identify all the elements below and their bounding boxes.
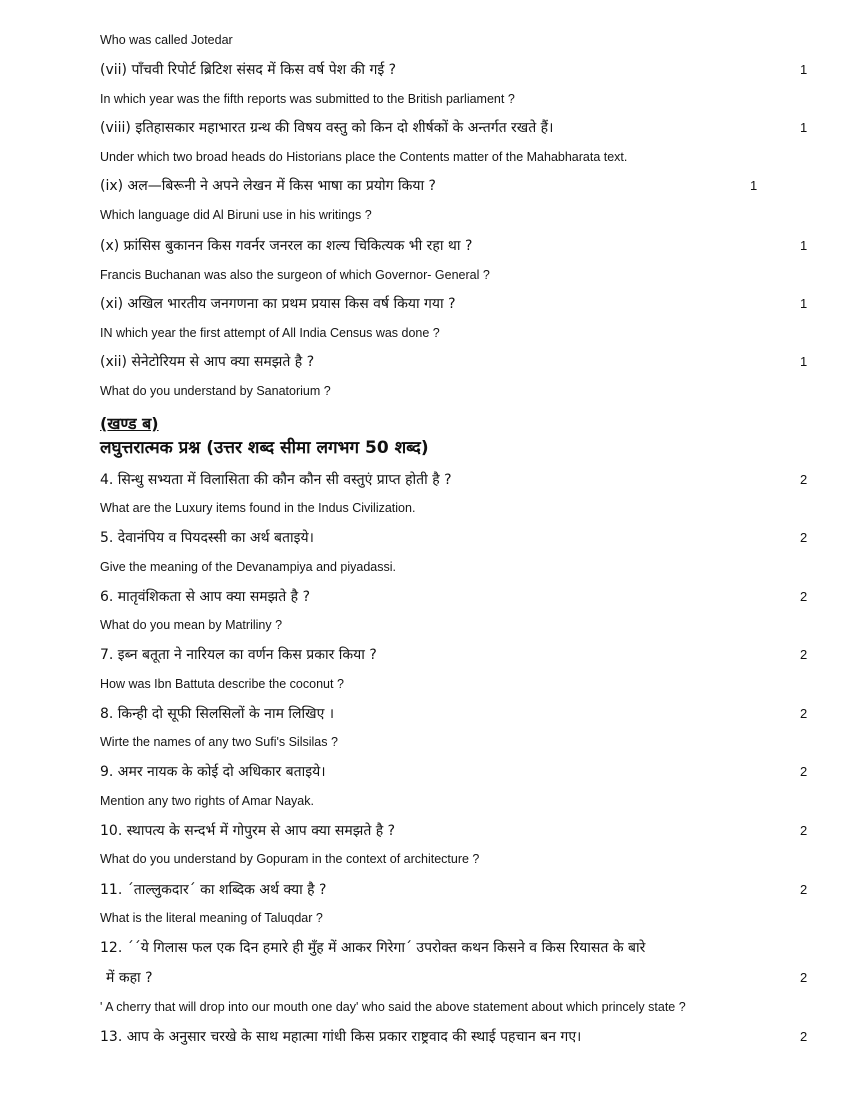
question-english: ' A cherry that will drop into our mouth one day' who said the above statement about which princely state ? (100, 1000, 686, 1014)
question-hindi: 9. अमर नायक के कोई दो अधिकार बताइये। (100, 764, 326, 780)
question-english: Who was called Jotedar (100, 33, 233, 47)
question-english: What is the literal meaning of Taluqdar ? (100, 911, 323, 925)
question-english: Which language did Al Biruni use in his writings ? (100, 208, 372, 222)
marks-value: 2 (800, 472, 808, 487)
question-english: IN which year the first attempt of All India Census was done ? (100, 326, 440, 340)
marks-value: 1 (800, 354, 808, 369)
question-hindi: 4. सिन्धु सभ्यता में विलासिता की कौन कौन सी वस्तुएं प्राप्त होती है ? (100, 472, 452, 488)
section-title: लघुत्तरात्मक प्रश्न (उत्तर शब्द सीमा लगभग 50 शब्द) (100, 438, 429, 458)
marks-value: 2 (800, 530, 808, 545)
question-hindi: 12. ´´ये गिलास फल एक दिन हमारे ही मुँह में आकर गिरेगा´ उपरोक्त कथन किसने व किस रियासत के बारे (100, 940, 646, 956)
question-hindi: (xii) सेनेटोरियम से आप क्या समझते है ? (100, 354, 315, 370)
question-hindi: 10. स्थापत्य के सन्दर्भ में गोपुरम से आप क्या समझते है ? (100, 823, 396, 839)
question-hindi: 6. मातृवंशिकता से आप क्या समझते है ? (100, 589, 310, 605)
marks-value: 1 (800, 238, 808, 253)
marks-value: 2 (800, 589, 808, 604)
marks-value: 2 (800, 764, 808, 779)
question-hindi: 5. देवानंपिय व पियदस्सी का अर्थ बताइये। (100, 530, 314, 546)
marks-value: 1 (800, 296, 808, 311)
section-label: (खण्ड ब) (100, 414, 159, 433)
marks-value: 1 (750, 178, 758, 193)
question-hindi: (viii) इतिहासकार महाभारत ग्रन्थ की विषय वस्तु को किन दो शीर्षकों के अन्तर्गत रखते हैं। (100, 120, 554, 136)
question-hindi: 7. इब्न बतूता ने नारियल का वर्णन किस प्रकार किया ? (100, 647, 377, 663)
question-english: Wirte the names of any two Sufi's Silsilas ? (100, 735, 338, 749)
question-hindi: (x) फ्रांसिस बुकानन किस गवर्नर जनरल का शल्य चिकित्यक भी रहा था ? (100, 238, 473, 254)
marks-value: 1 (800, 120, 808, 135)
marks-value: 2 (800, 1029, 808, 1044)
question-english: Give the meaning of the Devanampiya and piyadassi. (100, 560, 397, 574)
question-english: What do you understand by Gopuram in the context of architecture ? (100, 852, 480, 866)
question-english: What do you understand by Sanatorium ? (100, 384, 331, 398)
marks-value: 2 (800, 706, 808, 721)
question-english: What are the Luxury items found in the Indus Civilization. (100, 501, 416, 515)
marks-value: 1 (800, 62, 808, 77)
question-english: How was Ibn Battuta describe the coconut ? (100, 677, 344, 691)
marks-value: 2 (800, 882, 808, 897)
question-hindi: में कहा ? (106, 970, 153, 986)
question-english: Mention any two rights of Amar Nayak. (100, 794, 314, 808)
question-hindi: (xi) अखिल भारतीय जनगणना का प्रथम प्रयास किस वर्ष किया गया ? (100, 296, 456, 312)
marks-value: 2 (800, 647, 808, 662)
question-hindi: (ix) अल—बिरूनी ने अपने लेखन में किस भाषा का प्रयोग किया ? (100, 178, 436, 194)
marks-value: 2 (800, 823, 808, 838)
question-hindi: 11. ´ताल्लुकदार´ का शब्दिक अर्थ क्या है ? (100, 882, 327, 898)
question-english: Under which two broad heads do Historians place the Contents matter of the Mahabharata text. (100, 150, 628, 164)
question-hindi: 13. आप के अनुसार चरखे के साथ महात्मा गांधी किस प्रकार राष्ट्रवाद की स्थाई पहचान बन गए। (100, 1029, 582, 1045)
question-english: Francis Buchanan was also the surgeon of which Governor- General ? (100, 268, 490, 282)
marks-value: 2 (800, 970, 808, 985)
question-hindi: 8. किन्ही दो सूफी सिलसिलों के नाम लिखिए । (100, 706, 335, 722)
question-hindi: (vii) पाँचवी रिपोर्ट ब्रिटिश संसद में किस वर्ष पेश की गई ? (100, 62, 397, 78)
question-english: In which year was the fifth reports was submitted to the British parliament ? (100, 92, 515, 106)
question-english: What do you mean by Matriliny ? (100, 618, 283, 632)
